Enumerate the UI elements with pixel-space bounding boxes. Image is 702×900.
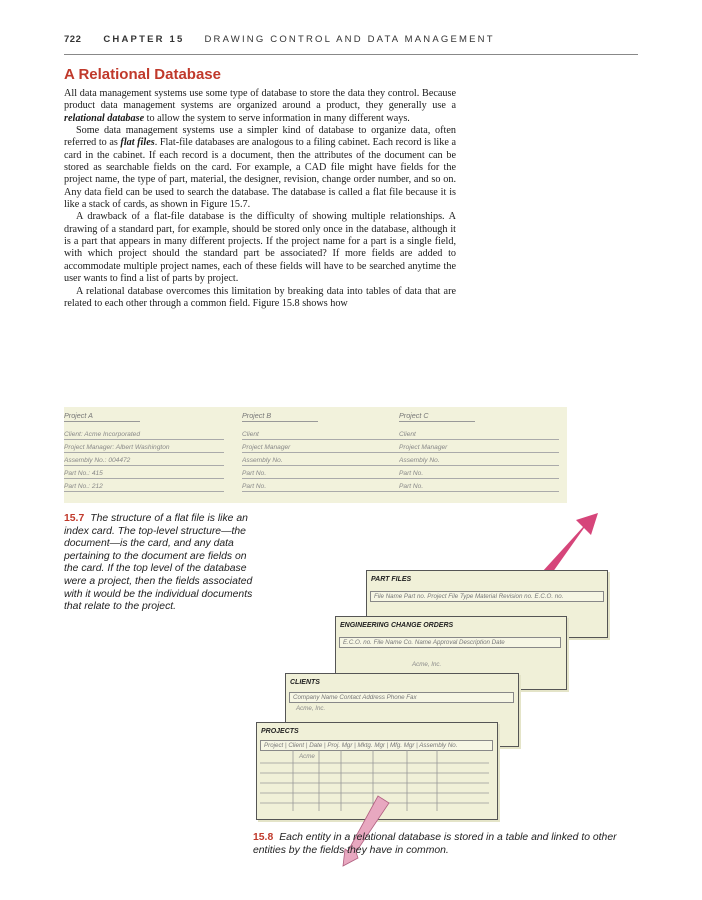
table-fields: Project | Client | Date | Proj. Mgr | Mktg. Mgr | Mfg. Mgr | Assembly No. [260,740,493,751]
table-fields: E.C.O. no. File Name Co. Name Approval Description Date [339,637,561,648]
card-field: Client [242,431,402,440]
chapter-label: CHAPTER 15 [103,34,185,45]
column-header: Assembly No. [419,742,458,749]
caption-text: The structure of a flat file is like an index card. The top-level structure—the document—is the card, and any data pertaining to the document are fields on the card. If the top level of the database were a project, then the fields associated with it would be the individual documents that relate to the project. [64,513,253,613]
table-fields: Company Name Contact Address Phone Fax [289,692,514,703]
card-field: Project Manager [242,444,402,453]
card-field: Project Manager [399,444,559,453]
table-value: Acme, Inc. [412,661,442,668]
card-title: Project A [64,411,140,422]
term-flat-files: flat files [120,137,155,149]
card-title: Project B [242,411,318,422]
term-relational-database: relational database [64,112,145,124]
page-number: 722 [64,34,82,45]
paragraph-1: All data management systems use some type of database to store the data they control. Because product data management systems are organized around a product, they generally use a relational database to allow the system to serve information in many different ways. [64,88,456,124]
paragraph-4: A relational database overcomes this limitation by breaking data into tables of data that are related to each other through a common field. Figure 15.8 shows how [64,285,456,309]
card-field: Assembly No. [399,457,559,466]
caption-number: 15.8 [253,832,274,843]
card-field: Part No. [242,483,402,492]
column-header: Mfg. Mgr [390,742,415,749]
card-field: Client: Acme Incorporated [64,431,224,440]
caption-text: Each entity in a relational database is stored in a table and linked to other entities by the fields they have in common. [253,832,617,856]
figure-15-8-caption [253,832,633,857]
table-value: Acme, Inc. [296,705,326,712]
paragraph-3: A drawback of a flat-file database is the difficulty of showing multiple relationships. A drawing of a standard part, for example, should be stored only once in the database, although it is a part that appears in many different projects. If the project name for a part is a single field, with which project should the standard part be associated? If more fields are added to accommodate multiple project names, each of these fields will have to be searched anytime the user wants to find a list of parts by project. [64,211,456,285]
column-header: Proj. Mgr [327,742,353,749]
card-field: Client [399,431,559,440]
table-title: PART FILES [371,576,412,583]
caption-number: 15.7 [64,513,85,524]
card-field: Part No. [399,470,559,479]
paragraph-2: Some data management systems use a simpler kind of database to organize data, often referred to as flat files. Flat-file databases are analogous to a filing cabinet. Each record is like a card in the cabinet. If each record is a document, then the attributes of the document can be stored as searchable fields on the card. For example, a CAD file might have fields for the project name, the type of part, material, the designer, revision, change order number, and so on. Any data field can be used to search the database. The database is called a flat file because it is like a stack of cards, as shown in Figure 15.7. [64,125,456,211]
column-header: Client [288,742,305,749]
column-header: Date [309,742,323,749]
card-field: Project Manager: Albert Washington [64,444,224,453]
card-field: Part No. [242,470,402,479]
card-field: Part No.: 415 [64,470,224,479]
card-field: Part No. [399,483,559,492]
table-title: PROJECTS [261,728,299,735]
table-fields: File Name Part no. Project File Type Material Revision no. E.C.O. no. [370,591,604,602]
table-title: ENGINEERING CHANGE ORDERS [340,622,454,629]
card-title: Project C [399,411,475,422]
card-field: Part No.: 212 [64,483,224,492]
column-header: Mktg. Mgr [357,742,385,749]
table-value: Acme [299,753,315,760]
card-field: Assembly No.: 004472 [64,457,224,466]
card-field: Assembly No. [242,457,402,466]
chapter-title: DRAWING CONTROL AND DATA MANAGEMENT [204,34,495,45]
section-title: A Relational Database [64,66,221,83]
column-header: Project [264,742,284,749]
table-title: CLIENTS [290,679,320,686]
